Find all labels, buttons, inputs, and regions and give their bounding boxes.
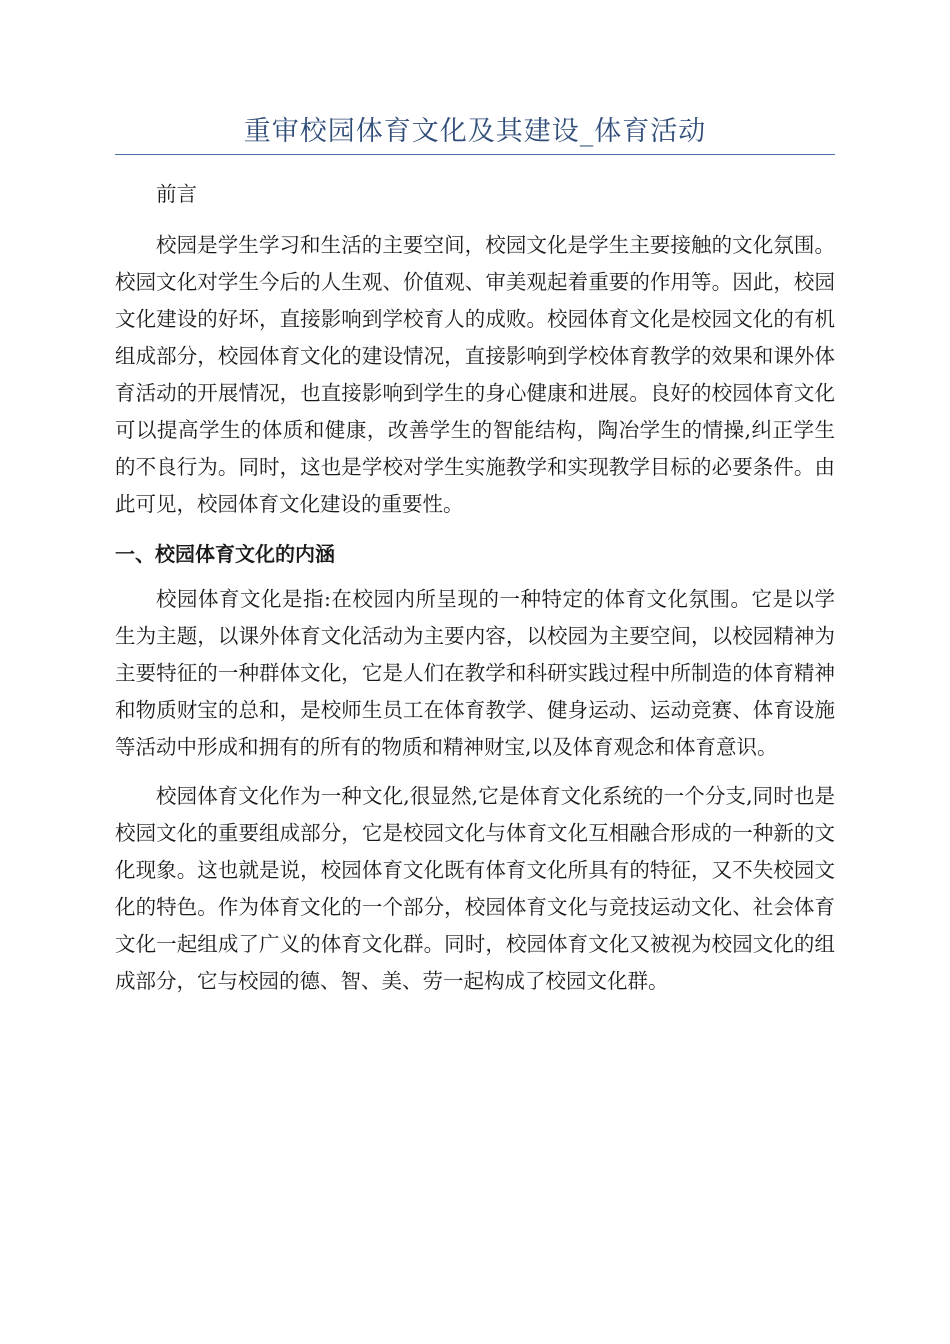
preface-label: 前言 [156,182,197,206]
document-body [115,176,835,1000]
title-underline [115,154,835,155]
intro-paragraph: 校园是学生学习和生活的主要空间，校园文化是学生主要接触的文化氛围。校园文化对学生今后的人生观、价值观、审美观起着重要的作用等。因此，校园文化建设的好坏，直接影响到学校育人的成败。校园体育文化是校园文化的有机组成部分，校园体育文化的建设情况，直接影响到学校体育教学的效果和课外体育活动的开展情况，也直接影响到学生的身心健康和进展。良好的校园体育文化可以提高学生的体质和健康，改善学生的智能结构，陶冶学生的情操,纠正学生的不良行为。同时，这也是学校对学生实施教学和实现教学目标的必要条件。由此可见，校园体育文化建设的重要性。 [115,233,835,516]
section1-paragraph-1: 校园体育文化是指:在校园内所呈现的一种特定的体育文化氛围。它是以学生为主题，以课外体育文化活动为主要内容，以校园为主要空间，以校园精神为主要特征的一种群体文化，它是人们在教学和科研实践过程中所制造的体育精神和物质财宝的总和，是校师生员工在体育教学、健身运动、运动竞赛、体育设施等活动中形成和拥有的所有的物质和精神财宝,以及体育观念和体育意识。 [115,587,835,759]
section-heading-1: 一、校园体育文化的内涵 [115,542,335,566]
section1-paragraph-2: 校园体育文化作为一种文化,很显然,它是体育文化系统的一个分支,同时也是校园文化的重要组成部分，它是校园文化与体育文化互相融合形成的一种新的文化现象。这也就是说，校园体育文化既有体育文化所具有的特征，又不失校园文化的特色。作为体育文化的一个部分，校园体育文化与竞技运动文化、社会体育文化一起组成了广义的体育文化群。同时，校园体育文化又被视为校园文化的组成部分，它与校园的德、智、美、劳一起构成了校园文化群。 [115,784,835,993]
document-title: 重审校园体育文化及其建设_体育活动 [243,116,707,147]
